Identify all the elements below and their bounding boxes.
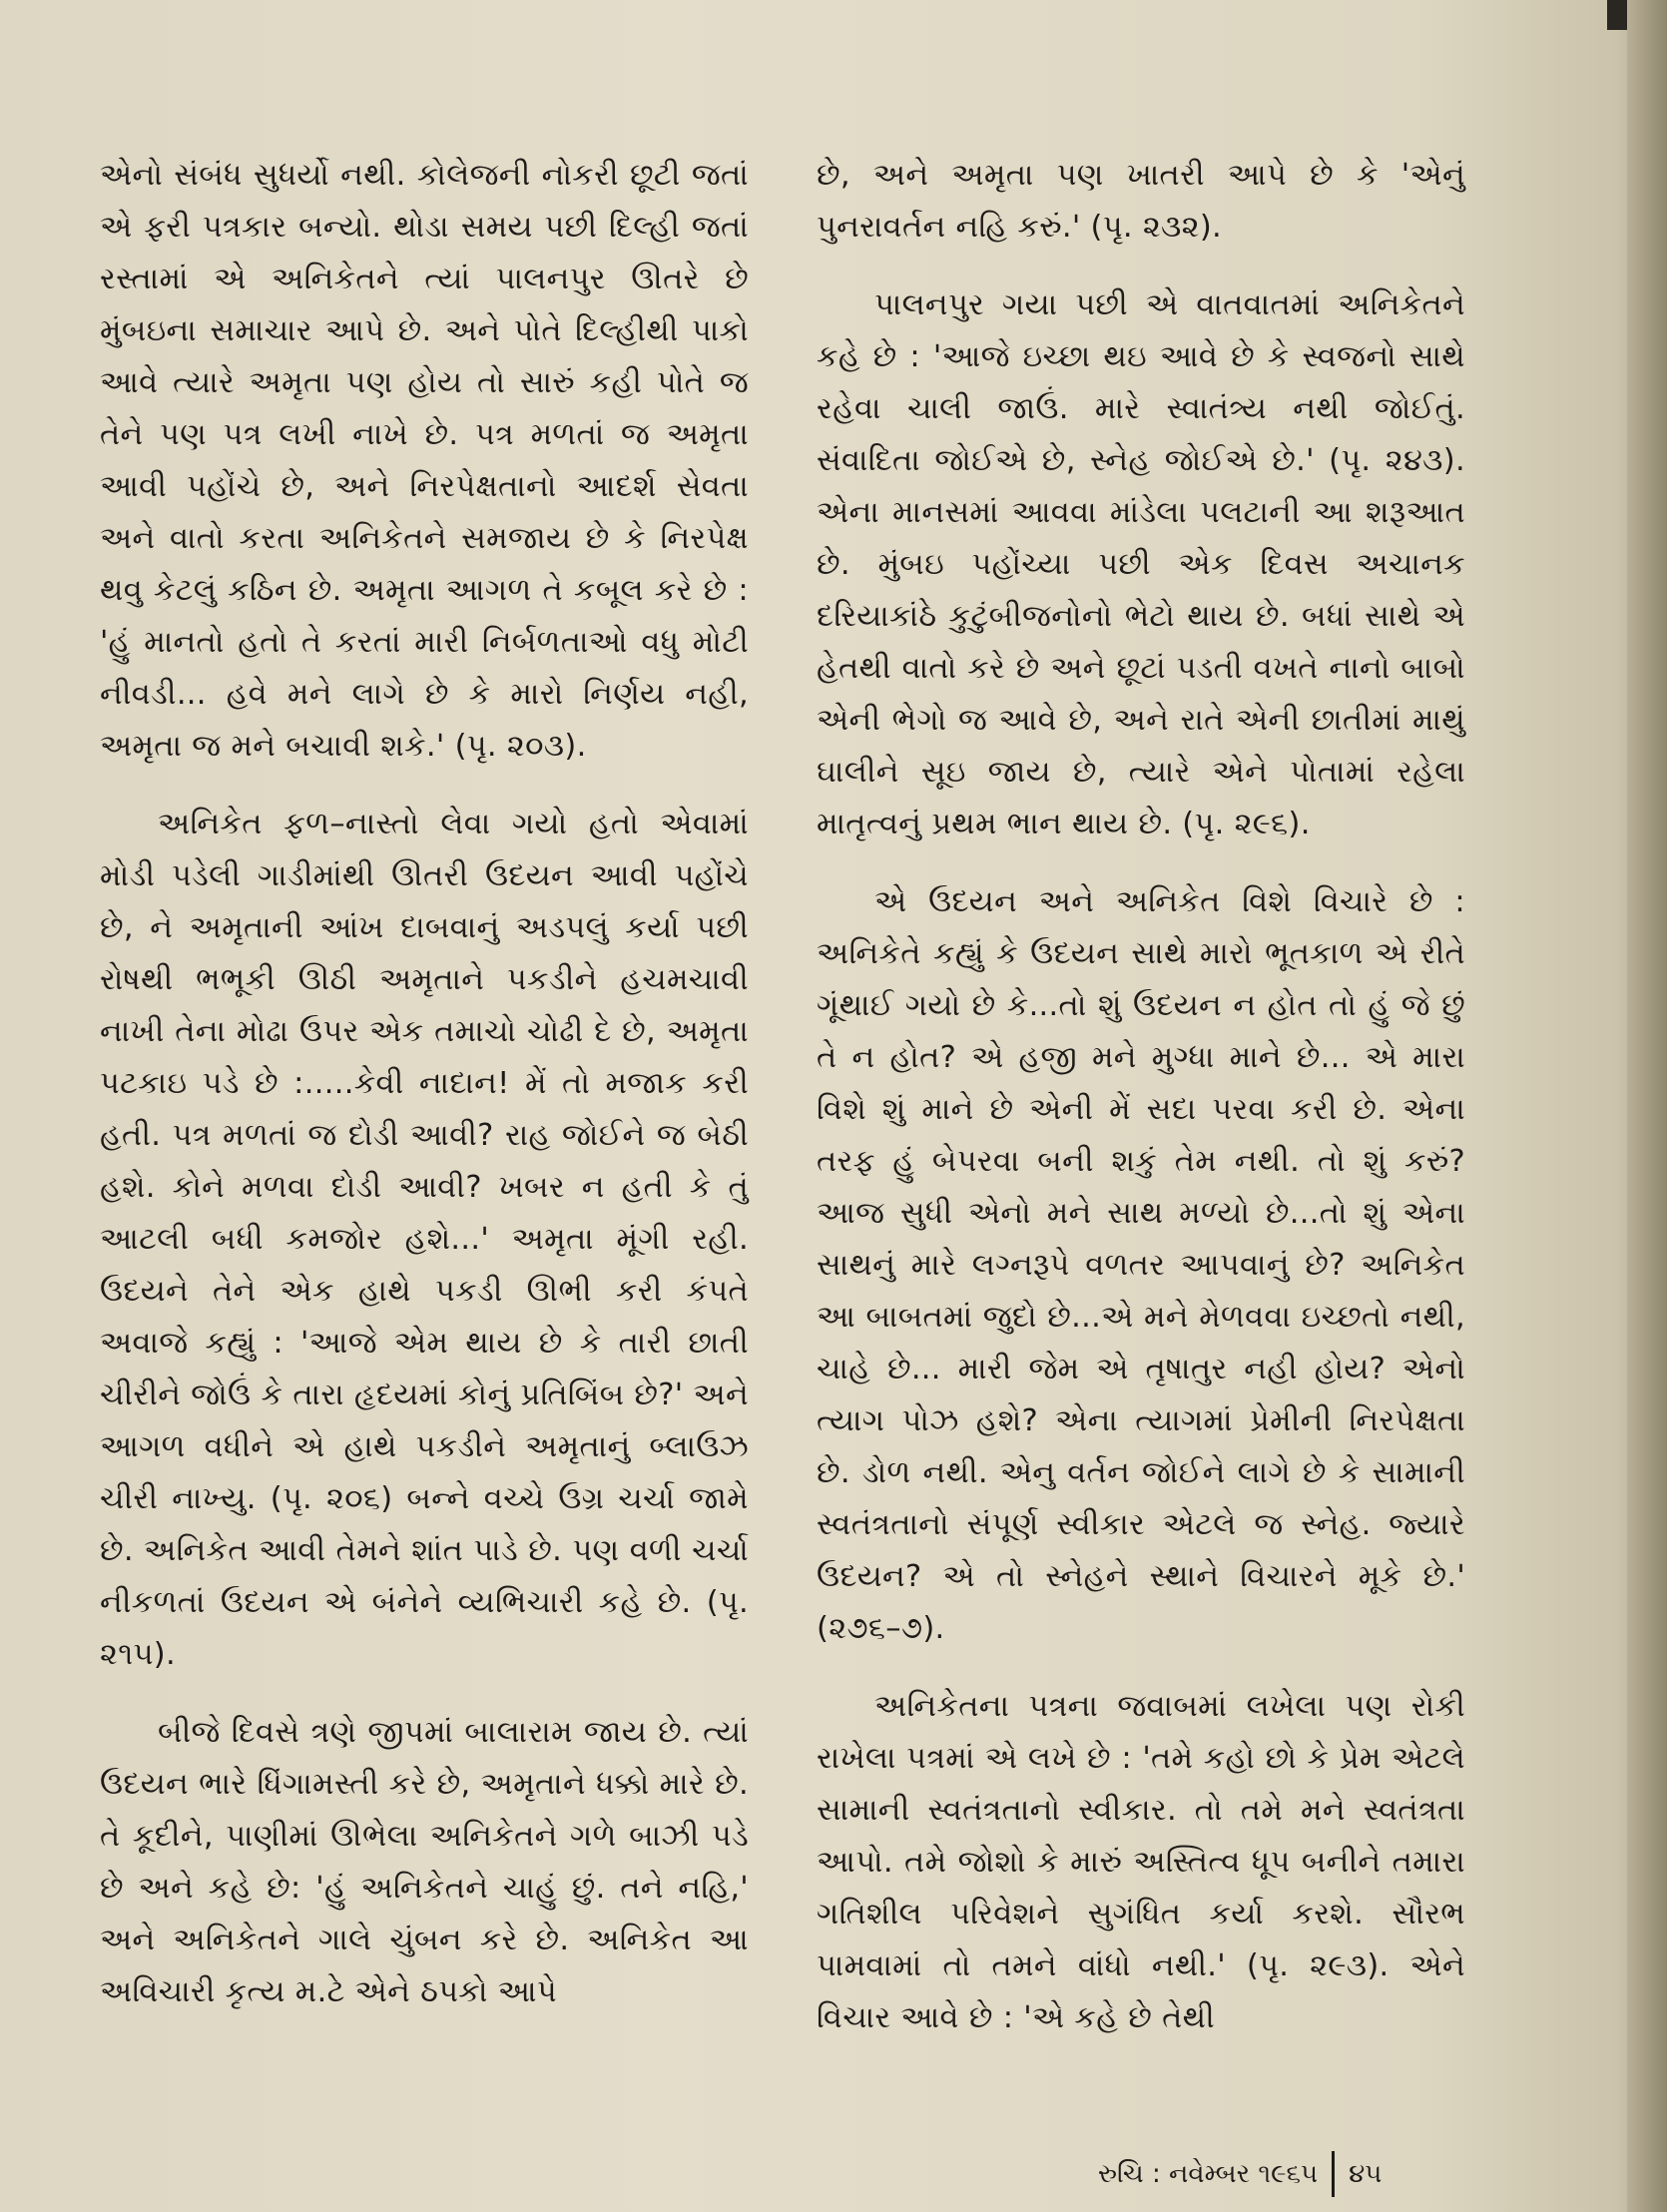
paragraph: પાલનપુર ગયા પછી એ વાતવાતમાં અનિકેતને કહે છે : 'આજે ઇચ્છા થઇ આવે છે કે સ્વજનો સાથે રહેવા ચાલી જાઉં. મારે સ્વાતંત્ર્ય નથી જોઈતું. સંવાદિતા જોઈએ છે, સ્નેહ જોઈએ છે.' (પૃ. ૨૪૩). એના માનસમાં આવવા માંડેલા પલટાની આ શરૂઆત છે. મુંબઇ પહોંચ્યા પછી એક દિવસ અચાનક દરિયાકાંઠે કુટુંબીજનોનો ભેટો થાય છે. બધાં સાથે એ હેતથી વાતો કરે છે અને છૂટાં પડતી વખતે નાનો બાબો એની ભેગો જ આવે છે, અને રાતે એની છાતીમાં માથું ઘાલીને સૂઇ જાય છે, ત્યારે એને પોતામાં રહેલા માતૃત્વનું પ્રથમ ભાન થાય છે. (પૃ. ૨૯૬). xyxy=(817,287,1465,841)
paragraph: બીજે દિવસે ત્રણે જીપમાં બાલારામ જાય છે. ત્યાં ઉદયન ભારે ધિંગામસ્તી કરે છે, અમૃતાને ધક્કો મારે છે. તે કૂદીને, પાણીમાં ઊભેલા અનિકેતને ગળે બાઝી પડે છે અને કહે છે: 'હું અનિકેતને ચાહું છું. તને નહિ,' અને અનિકેતને ગાલે ચુંબન કરે છે. અનિકેત આ અવિચારી કૃત્ય મ.ટે એને ઠપકો આપે xyxy=(100,1715,749,2009)
paragraph: છે, અને અમૃતા પણ ખાતરી આપે છે કે 'એનું પુનરાવર્તન નહિ કરું.' (પૃ. ૨૩૨). xyxy=(817,158,1465,245)
left-column xyxy=(100,150,749,2018)
paragraph: અનિકેતના પત્રના જવાબમાં લખેલા પણ રોકી રાખેલા પત્રમાં એ લખે છે : 'તમે કહો છો કે પ્રેમ એટલે સામાની સ્વતંત્રતાનો સ્વીકાર. તો તમે મને સ્વતંત્રતા આપો. તમે જોશો કે મારું અસ્તિત્વ ધૂપ બનીને તમારા ગતિશીલ પરિવેશને સુગંધિત કર્યા કરશે. સૌરભ પામવામાં તો તમને વાંધો નથી.' (પૃ. ૨૯૩). એને વિચાર આવે છે : 'એ કહે છે તેથી xyxy=(817,1689,1465,2035)
paragraph: અનિકેત ફળ–નાસ્તો લેવા ગયો હતો એવામાં મોડી પડેલી ગાડીમાંથી ઊતરી ઉદયન આવી પહોંચે છે, ને અમૃતાની આંખ દાબવાનું અડપલું કર્યા પછી રોષથી ભભૂકી ઊઠી અમૃતાને પકડીને હચમચાવી નાખી તેના મોઢા ઉપર એક તમાચો ચોઢી દે છે, અમૃતા પટકાઇ પડે છે :.....કેવી નાદાન! મેં તો મજાક કરી હતી. પત્ર મળતાં જ દોડી આવી? રાહ જોઈને જ બેઠી હશે. કોને મળવા દોડી આવી? ખબર ન હતી કે તું આટલી બધી કમજોર હશે...' અમૃતા મૂંગી રહી. ઉદયને તેને એક હાથે પકડી ઊભી કરી કંપતે અવાજે કહ્યું : 'આજે એમ થાય છે કે તારી છાતી ચીરીને જોઉં કે તારા હૃદયમાં કોનું પ્રતિબિંબ છે?' અને આગળ વધીને એ હાથે પકડીને અમૃતાનું બ્લાઉઝ ચીરી નાખ્યુ. (પૃ. ૨૦૬) બન્ને વચ્ચે ઉગ્ર ચર્ચા જામે છે. અનિકેત આવી તેમને શાંત પાડે છે. પણ વળી ચર્ચા નીકળતાં ઉદયન એ બંનેને વ્યભિચારી કહે છે. (પૃ. ૨૧૫). xyxy=(100,807,749,1672)
page-edge xyxy=(1627,0,1667,2212)
paragraph: એનો સંબંધ સુધર્યો નથી. કોલેજની નોકરી છૂટી જતાં એ ફરી પત્રકાર બન્યો. થોડા સમય પછી દિલ્હી જતાં રસ્તામાં એ અનિકેતને ત્યાં પાલનપુર ઊતરે છે મુંબઇના સમાચાર આપે છે. અને પોતે દિલ્હીથી પાકો આવે ત્યારે અમૃતા પણ હોય તો સારું કહી પોતે જ તેને પણ પત્ર લખી નાખે છે. પત્ર મળતાં જ અમૃતા આવી પહોંચે છે, અને નિરપેક્ષતાનો આદર્શ સેવતા અને વાતો કરતા અનિકેતને સમજાય છે કે નિરપેક્ષ થવુ કેટલું કઠિન છે. અમૃતા આગળ તે કબૂલ કરે છે : 'હું માનતો હતો તે કરતાં મારી નિર્બળતાઓ વધુ મોટી નીવડી... હવે મને લાગે છે કે મારો નિર્ણય નહી, અમૃતા જ મને બચાવી શકે.' (પૃ. ૨૦૩). xyxy=(100,158,749,764)
footer-divider xyxy=(1332,2151,1335,2197)
right-column xyxy=(817,150,1465,2044)
page-number: ૪૫ xyxy=(1349,2158,1383,2189)
page-footer xyxy=(1098,2151,1382,2197)
paragraph: એ ઉદયન અને અનિકેત વિશે વિચારે છે : અનિકેતે કહ્યું કે ઉદયન સાથે મારો ભૂતકાળ એ રીતે ગૂંથાઈ ગયો છે કે...તો શું ઉદયન ન હોત તો હું જે છું તે ન હોત? એ હજી મને મુગ્ધા માને છે... એ મારા વિશે શું માને છે એની મેં સદા પરવા કરી છે. એના તરફ હું બેપરવા બની શકું તેમ નથી. તો શું કરું? આજ સુધી એનો મને સાથ મળ્યો છે...તો શું એના સાથનું મારે લગ્નરૂપે વળતર આપવાનું છે? અનિકેત આ બાબતમાં જુદો છે...એ મને મેળવવા ઇચ્છતો નથી, ચાહે છે... મારી જેમ એ તૃષાતુર નહી હોય? એનો ત્યાગ પોઝ હશે? એના ત્યાગમાં પ્રેમીની નિરપેક્ષતા છે. ડોળ નથી. એનુ વર્તન જોઈને લાગે છે કે સામાની સ્વતંત્રતાનો સંપૂર્ણ સ્વીકાર એટલે જ સ્નેહ. જ્યારે ઉદયન? એ તો સ્નેહને સ્થાને વિચારને મૂકે છે.' (૨૭૬–૭). xyxy=(817,884,1465,1646)
magazine-issue: રુચિ : નવેમ્બર ૧૯૬૫ xyxy=(1098,2158,1319,2189)
